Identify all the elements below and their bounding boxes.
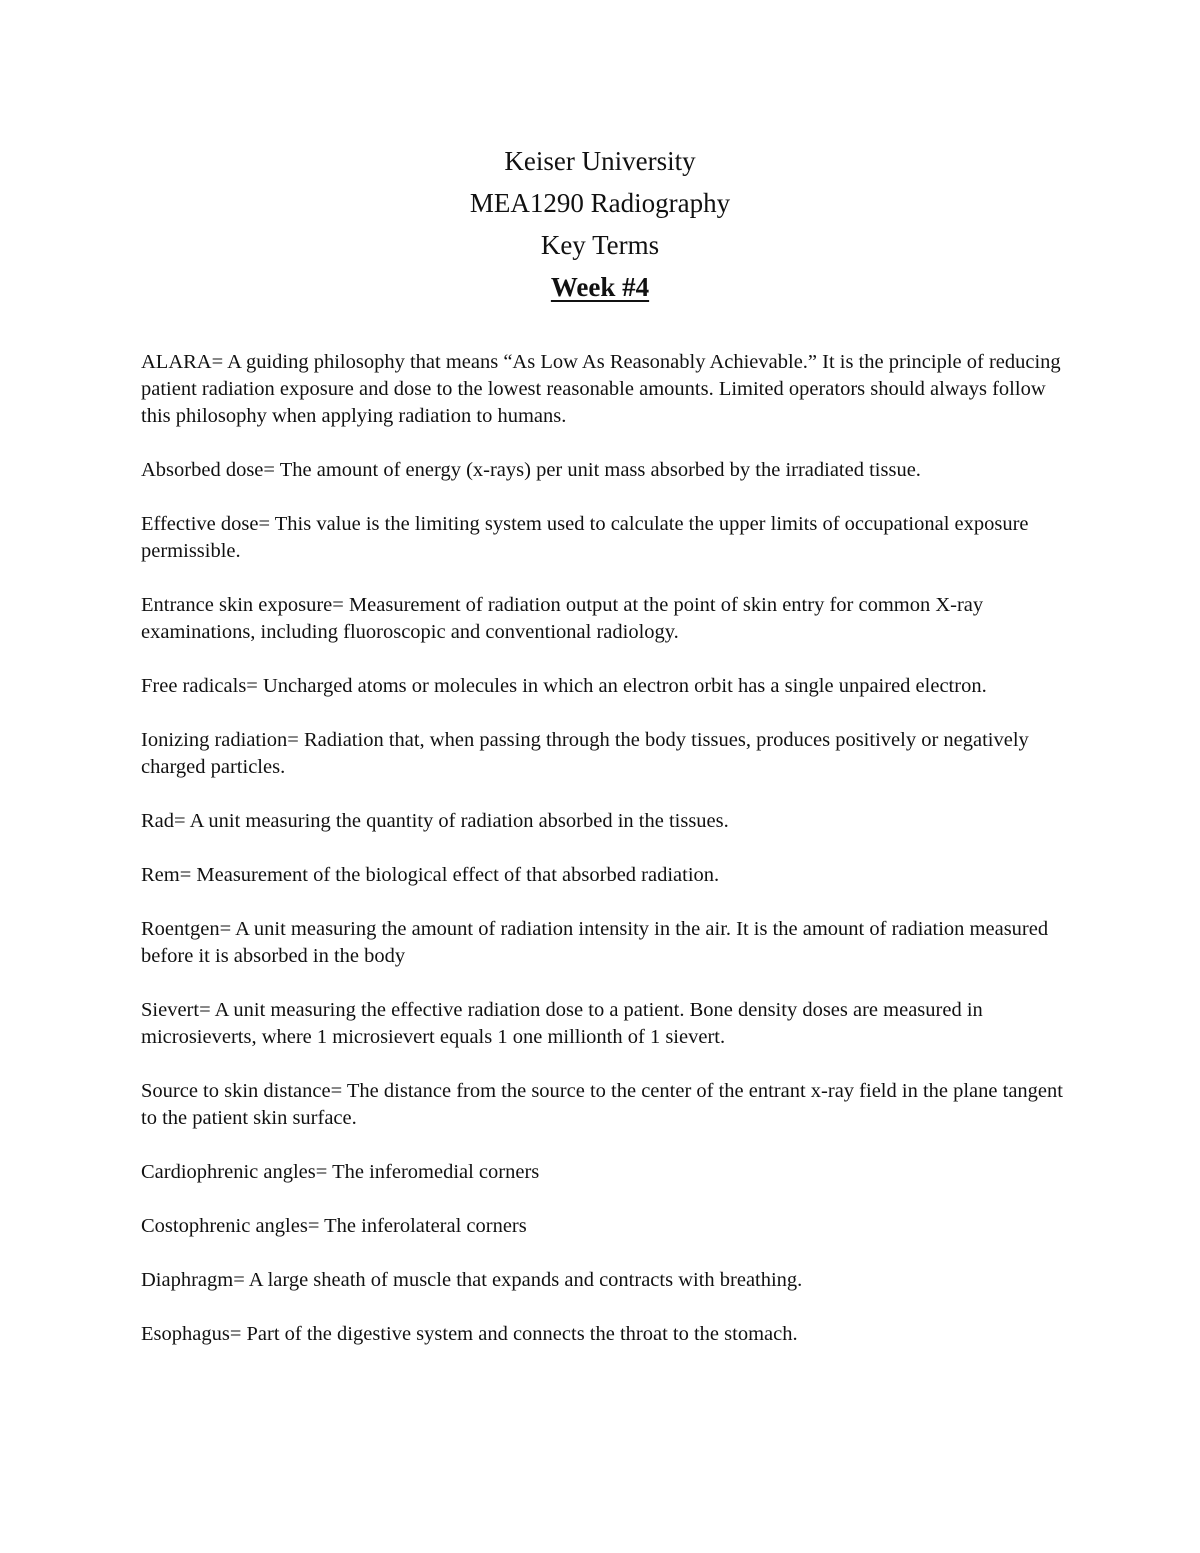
term-absorbed-dose: Absorbed dose= The amount of energy (x-rays) per unit mass absorbed by the irradiated tissue. xyxy=(141,459,921,481)
term-diaphragm: Diaphragm= A large sheath of muscle that expands and contracts with breathing. xyxy=(141,1269,803,1291)
term-cardiophrenic-angles: Cardiophrenic angles= The inferomedial corners xyxy=(141,1161,540,1183)
term-esophagus: Esophagus= Part of the digestive system and connects the throat to the stomach. xyxy=(141,1323,798,1345)
key-terms-list xyxy=(141,349,1071,1375)
document-header xyxy=(0,140,1200,308)
term-ionizing-radiation: Ionizing radiation= Radiation that, when passing through the body tissues, produces positively or negatively charged particles. xyxy=(141,729,1029,778)
term-alara: ALARA= A guiding philosophy that means “As Low As Reasonably Achievable.” It is the principle of reducing patient radiation exposure and dose to the lowest reasonable amounts. Limited operators should always follow this philosophy when applying radiation to humans. xyxy=(141,351,1061,427)
week-heading: Week #4 xyxy=(550,272,650,302)
term-roentgen: Roentgen= A unit measuring the amount of radiation intensity in the air. It is the amount of radiation measured before it is absorbed in the body xyxy=(141,918,1049,967)
term-entrance-skin-exposure: Entrance skin exposure= Measurement of radiation output at the point of skin entry for common X-ray examinations, including fluoroscopic and conventional radiology. xyxy=(141,594,984,643)
institution-name: Keiser University xyxy=(504,146,696,176)
term-rad: Rad= A unit measuring the quantity of radiation absorbed in the tissues. xyxy=(141,810,729,832)
term-free-radicals: Free radicals= Uncharged atoms or molecules in which an electron orbit has a single unpaired electron. xyxy=(141,675,987,697)
course-title: MEA1290 Radiography xyxy=(469,188,731,218)
term-effective-dose: Effective dose= This value is the limiting system used to calculate the upper limits of occupational exposure permissible. xyxy=(141,513,1029,562)
term-sievert: Sievert= A unit measuring the effective radiation dose to a patient. Bone density doses are measured in microsieverts, where 1 microsievert equals 1 one millionth of 1 sievert. xyxy=(141,999,983,1048)
week-heading-row xyxy=(0,266,1200,308)
term-costophrenic-angles: Costophrenic angles= The inferolateral corners xyxy=(141,1215,527,1237)
term-rem: Rem= Measurement of the biological effect of that absorbed radiation. xyxy=(141,864,720,886)
document-subtitle: Key Terms xyxy=(540,230,660,260)
term-source-to-skin-distance: Source to skin distance= The distance from the source to the center of the entrant x-ray field in the plane tangent to the patient skin surface. xyxy=(141,1080,1063,1129)
